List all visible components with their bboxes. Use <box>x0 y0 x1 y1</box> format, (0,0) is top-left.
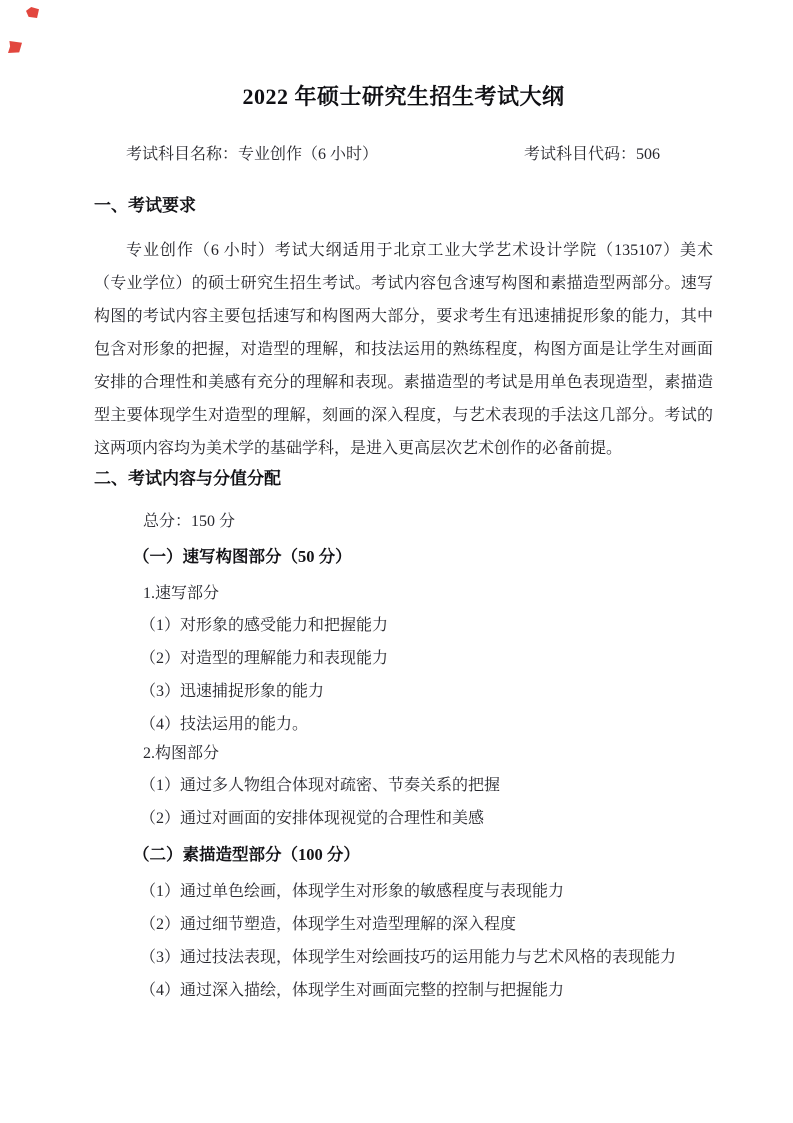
composition-group-title: 2.构图部分 <box>143 745 220 762</box>
list-item: （2）通过对画面的安排体现视觉的合理性和美感 <box>140 810 485 827</box>
total-score: 总分：150 分 <box>143 513 236 530</box>
subject-name <box>126 144 378 166</box>
list-item: （3）通过技法表现，体现学生对绘画技巧的运用能力与艺术风格的表现能力 <box>140 949 677 966</box>
list-item: （1）对形象的感受能力和把握能力 <box>140 617 389 634</box>
list-item: （4）通过深入描绘，体现学生对画面完整的控制与把握能力 <box>140 982 565 999</box>
subject-name-label: 考试科目名称： <box>126 146 239 163</box>
subject-name-value: 专业创作（6 小时） <box>238 146 379 163</box>
page-title: 2022 年硕士研究生招生考试大纲 <box>242 84 565 109</box>
part2-heading: （二）素描造型部分（100 分） <box>133 845 360 864</box>
list-item: （1）通过多人物组合体现对疏密、节奏关系的把握 <box>140 777 501 794</box>
subject-code-label: 考试科目代码： <box>523 146 636 163</box>
subject-code-value: 506 <box>636 146 660 163</box>
subject-meta-row <box>94 144 713 166</box>
subject-code <box>524 144 660 166</box>
section-heading-requirements: 一、考试要求 <box>94 196 196 215</box>
list-item: （2）通过细节塑造，体现学生对造型理解的深入程度 <box>140 916 517 933</box>
composition-item-list <box>94 769 713 835</box>
part1-heading: （一）速写构图部分（50 分） <box>133 547 352 566</box>
list-item: （4）技法运用的能力。 <box>140 716 309 733</box>
list-item: （2）对造型的理解能力和表现能力 <box>140 650 389 667</box>
list-item: （3）迅速捕捉形象的能力 <box>140 683 325 700</box>
requirements-paragraph: 专业创作（6 小时）考试大纲适用于北京工业大学艺术设计学院（135107）美术（专业学位）的硕士研究生招生考试。考试内容包含速写构图和素描造型两部分。速写构图的考试内容主要包括速写和构图两大部分，要求考生有迅速捕捉形象的能力，其中包含对形象的把握，对造型的理解，和技法运用的熟练程度，构图方面是让学生对画面安排的合理性和美感有充分的理解和表现。素描造型的考试是用单色表现造型，素描造型主要体现学生对造型的理解，刻画的深入程度，与艺术表现的手法这几部分。考试的这两项内容均为美术学的基础学科，是进入更高层次艺术创作的必备前提。 <box>94 242 713 457</box>
drawing-item-list <box>94 875 713 1007</box>
section-heading-distribution: 二、考试内容与分值分配 <box>94 469 281 488</box>
sketch-item-list <box>94 609 713 741</box>
sketch-group-title: 1.速写部分 <box>143 585 220 602</box>
list-item: （1）通过单色绘画，体现学生对形象的敏感程度与表现能力 <box>140 883 565 900</box>
